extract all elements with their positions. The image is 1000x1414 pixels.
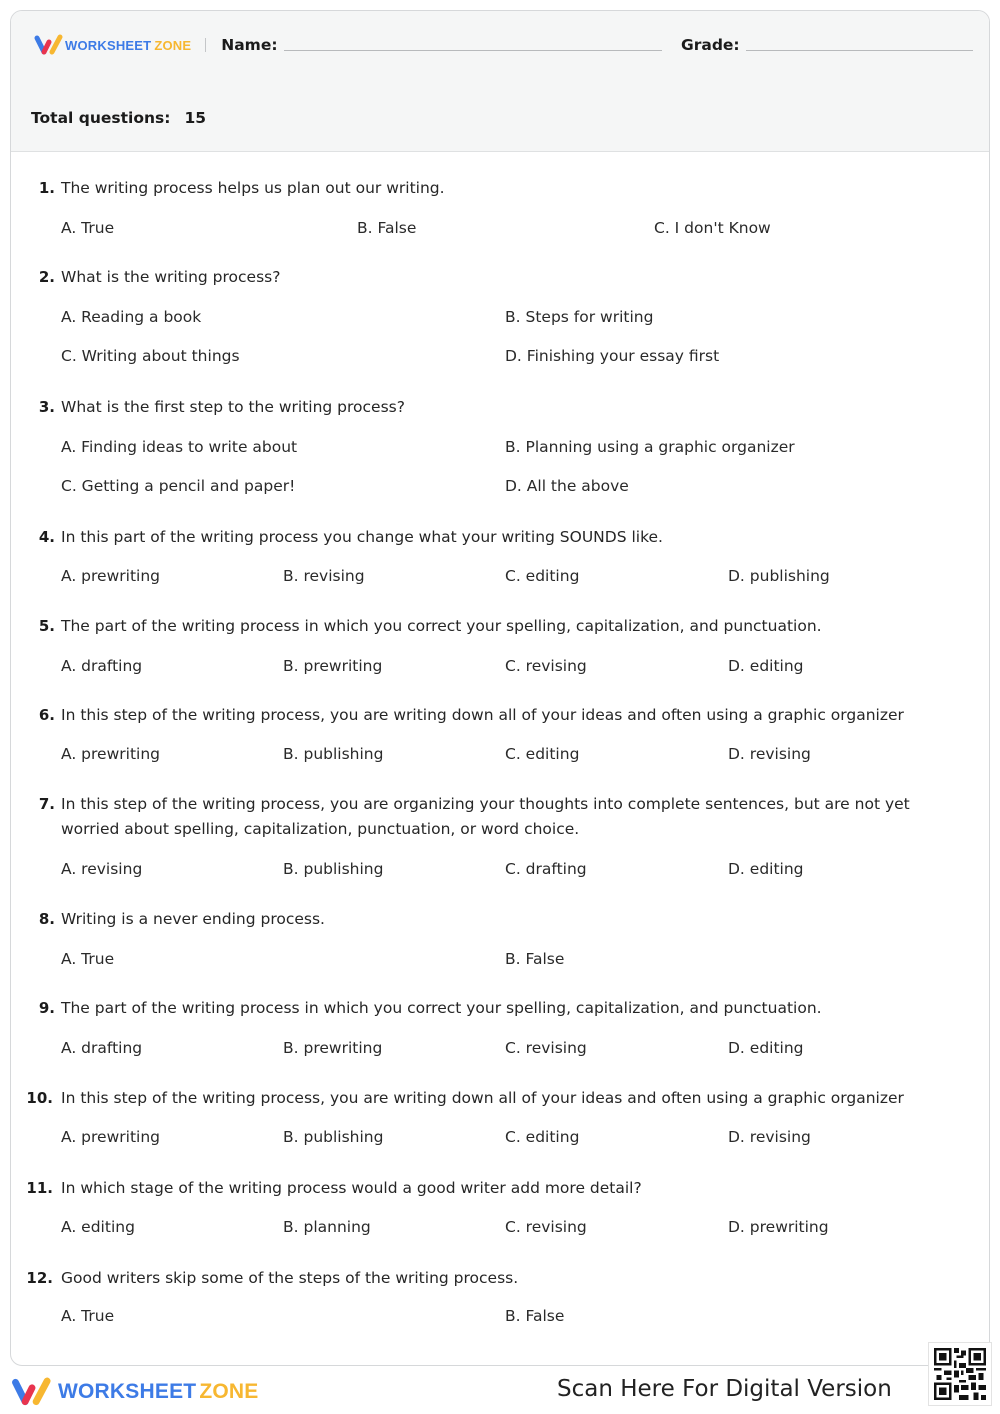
footer-brand-name: WORKSHEET ZONE <box>58 1380 259 1403</box>
option[interactable]: B. prewriting <box>283 657 383 675</box>
option[interactable]: B. revising <box>283 567 365 585</box>
question-text: The part of the writing process in which you correct your spelling, capitalization, and punctuation. <box>61 617 822 635</box>
question-number: 1. <box>38 179 55 197</box>
worksheet <box>10 10 990 1366</box>
option[interactable]: C. Writing about things <box>61 347 240 365</box>
option[interactable]: D. All the above <box>505 477 629 495</box>
option[interactable]: A. True <box>61 219 115 237</box>
option[interactable]: D. editing <box>728 860 804 878</box>
option[interactable]: C. drafting <box>505 860 587 878</box>
option[interactable]: D. Finishing your essay first <box>505 347 720 365</box>
page-footer <box>0 1366 1000 1414</box>
question-text-line-2: worried about spelling, capitalization, punctuation, or word choice. <box>61 820 580 838</box>
question-number: 7. <box>38 795 55 813</box>
question-text: In this step of the writing process, you are writing down all of your ideas and often using a graphic organizer <box>61 1089 904 1107</box>
worksheet-zone-logo-icon <box>33 34 65 56</box>
question-number: 2. <box>38 268 55 286</box>
option[interactable]: A. editing <box>61 1218 135 1236</box>
brand-logo <box>33 34 191 56</box>
option[interactable]: C. revising <box>505 657 587 675</box>
grade-row <box>681 31 973 59</box>
option[interactable]: A. revising <box>61 860 143 878</box>
option[interactable]: A. prewriting <box>61 745 160 763</box>
option[interactable]: A. drafting <box>61 1039 143 1057</box>
option[interactable]: A. True <box>61 950 115 968</box>
question-number: 3. <box>38 398 55 416</box>
grade-label: Grade: <box>681 36 740 54</box>
brand-name: WORKSHEET ZONE <box>65 37 192 53</box>
name-field[interactable] <box>284 50 662 51</box>
question-number: 9. <box>38 999 55 1017</box>
option[interactable]: C. I don't Know <box>654 219 771 237</box>
option[interactable]: D. editing <box>728 1039 804 1057</box>
question-number: 10. <box>26 1089 53 1107</box>
question-text: What is the writing process? <box>61 268 281 286</box>
question-text: The part of the writing process in which you correct your spelling, capitalization, and punctuation. <box>61 999 822 1017</box>
question-text: In which stage of the writing process would a good writer add more detail? <box>61 1179 642 1197</box>
option[interactable]: D. revising <box>728 1128 811 1146</box>
option[interactable]: A. True <box>61 1307 115 1325</box>
question-text: The writing process helps us plan out our writing. <box>61 179 445 197</box>
option[interactable]: A. Finding ideas to write about <box>61 438 298 456</box>
question-number: 5. <box>38 617 55 635</box>
name-label: Name: <box>221 36 278 54</box>
question-text: In this part of the writing process you change what your writing SOUNDS like. <box>61 528 663 546</box>
option[interactable]: B. planning <box>283 1218 371 1236</box>
question-text: In this step of the writing process, you are organizing your thoughts into complete sentences, but are not yet <box>61 795 910 813</box>
option[interactable]: B. publishing <box>283 745 384 763</box>
option[interactable]: A. prewriting <box>61 1128 160 1146</box>
question-text: In this step of the writing process, you are writing down all of your ideas and often using a graphic organizer <box>61 706 904 724</box>
worksheet-zone-logo-icon <box>10 1376 54 1408</box>
question-number: 12. <box>26 1269 53 1287</box>
total-questions-value: 15 <box>184 109 207 127</box>
option[interactable]: A. drafting <box>61 657 143 675</box>
question-text: Writing is a never ending process. <box>61 910 325 928</box>
option[interactable]: D. revising <box>728 745 811 763</box>
option[interactable]: A. prewriting <box>61 567 160 585</box>
option[interactable]: B. Planning using a graphic organizer <box>505 438 795 456</box>
header-row <box>33 31 662 59</box>
qr-code[interactable] <box>928 1342 992 1406</box>
option[interactable]: C. editing <box>505 1128 580 1146</box>
option[interactable]: B. False <box>505 950 565 968</box>
question-number: 11. <box>26 1179 53 1197</box>
option[interactable]: C. editing <box>505 745 580 763</box>
question-number: 8. <box>38 910 55 928</box>
option[interactable]: B. publishing <box>283 1128 384 1146</box>
footer-brand-logo <box>10 1376 258 1408</box>
option[interactable]: D. publishing <box>728 567 830 585</box>
question-text: Good writers skip some of the steps of the writing process. <box>61 1269 519 1287</box>
total-questions-label: Total questions: <box>31 109 171 127</box>
divider <box>205 38 206 52</box>
question-number: 6. <box>38 706 55 724</box>
option[interactable]: B. False <box>505 1307 565 1325</box>
option[interactable]: B. publishing <box>283 860 384 878</box>
question-text: What is the first step to the writing process? <box>61 398 405 416</box>
option[interactable]: C. editing <box>505 567 580 585</box>
option[interactable]: D. prewriting <box>728 1218 829 1236</box>
question-number: 4. <box>38 528 55 546</box>
scan-here-text: Scan Here For Digital Version <box>557 1376 892 1402</box>
option[interactable]: B. prewriting <box>283 1039 383 1057</box>
option[interactable]: C. revising <box>505 1039 587 1057</box>
option[interactable]: C. Getting a pencil and paper! <box>61 477 296 495</box>
worksheet-header <box>11 11 989 152</box>
option[interactable]: B. False <box>357 219 417 237</box>
qr-code-icon <box>934 1348 986 1400</box>
total-questions <box>31 109 206 127</box>
option[interactable]: A. Reading a book <box>61 308 202 326</box>
option[interactable]: C. revising <box>505 1218 587 1236</box>
option[interactable]: B. Steps for writing <box>505 308 654 326</box>
grade-field[interactable] <box>746 50 973 51</box>
option[interactable]: D. editing <box>728 657 804 675</box>
